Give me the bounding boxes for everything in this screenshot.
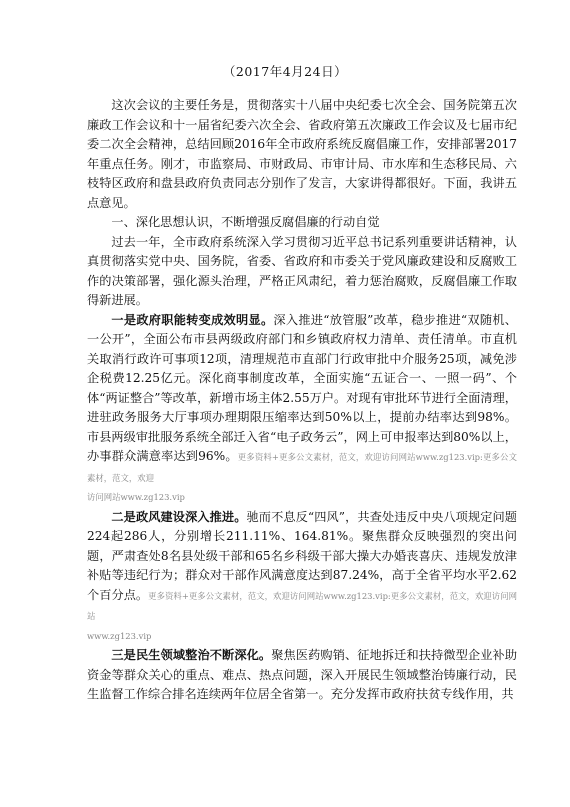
speech-date: （2017年4月24日）	[222, 64, 348, 79]
section-1-intro: 过去一年，全市政府系统深入学习贯彻习近平总书记系列重要讲话精神，认真贯彻落实党中央、国务院，省委、省政府和市委关于党风廉政建设和反腐败工作的决策部署，强化源头治理，严格正风肃纪，着力惩治腐败，反腐倡廉工作取得新进展。	[87, 234, 517, 307]
section-1-heading: 一、深化思想认识，不断增强反腐倡廉的行动自觉	[111, 215, 380, 229]
ad-watermark-2: 更多资料+更多公文素材，范文，欢迎访问网站www.zg123.vip:更多公文素材，范文，欢迎访问网站	[87, 590, 518, 621]
ad-watermark-1-tail[interactable]: 访问网站www.zg123.vip	[87, 492, 185, 502]
point-3-paragraph	[87, 646, 517, 705]
point-1-paragraph	[87, 311, 517, 489]
point-2-text: 驰而不息反“四风”，共查处违反中央八项规定问题224起286人，分别增长211.11%、164.81%。聚焦群众反映强烈的突出问题，严肃查处8名县处级干部和65名乡科级干部大操大办婚丧喜庆、违规发放津补贴等违纪行为；群众对干部作风满意度达到87.24%，高于全省平均水平2.62个百分点。	[87, 509, 517, 602]
point-3-lead: 三是民生领域整治不断深化。	[111, 648, 272, 662]
point-2-lead: 二是政风建设深入推进。	[111, 509, 247, 524]
ad-watermark-1: 更多资料+更多公文素材，范文，欢迎访问网站www.zg123.vip:更多公文素材，范文，欢迎	[87, 452, 517, 483]
point-1-lead: 一是政府职能转变成效明显。	[111, 312, 274, 327]
point-3-text: 聚焦医药购销、征地拆迁和扶持微型企业补助资金等群众关心的重点、难点、热点问题，深入开展民生领域整治铸廉行动，民生监督工作综合排名连续两年位居全省第一。充分发挥市政府扶贫专线作用，共	[87, 648, 518, 701]
ad-watermark-2-tail[interactable]: www.zg123.vip	[87, 630, 152, 641]
intro-paragraph: 这次会议的主要任务是，贯彻落实十八届中央纪委七次全会、国务院第五次廉政工作会议和十一届省纪委六次全会、省政府第五次廉政工作会议及七届市纪委二次全会精神，总结回顾2016年全市政府系统反腐倡廉工作，安排部署2017年重点任务。刚才，市监察局、市财政局、市审计局、市水库和生态移民局、六枝特区政府和盘县政府负责同志分别作了发言，大家讲得都很好。下面，我讲五点意见。	[87, 98, 517, 210]
document-body	[87, 96, 517, 705]
point-2-paragraph	[87, 508, 517, 627]
point-1-text: 深入推进“放管服”改革，稳步推进“双随机、一公开”，全面公布市县两级政府部门和乡镇政府权力清单、责任清单。市直机关取消行政许可事项12项，清理规范市直部门行政审批中介服务25项，减免涉企税费12.25亿元。深化商事制度改革，全面实施“五证合一、一照一码”、个体“两证整合”等改革，新增市场主体2.55万户。对现有审批环节进行全面清理，进驻政务服务大厅事项办理期限压缩率达到50%以上，提前办结率达到98%。市县两级审批服务系统全部迁入省“电子政务云”，网上可申报率达到80%以上，办事群众满意率达到96%。	[87, 312, 517, 463]
